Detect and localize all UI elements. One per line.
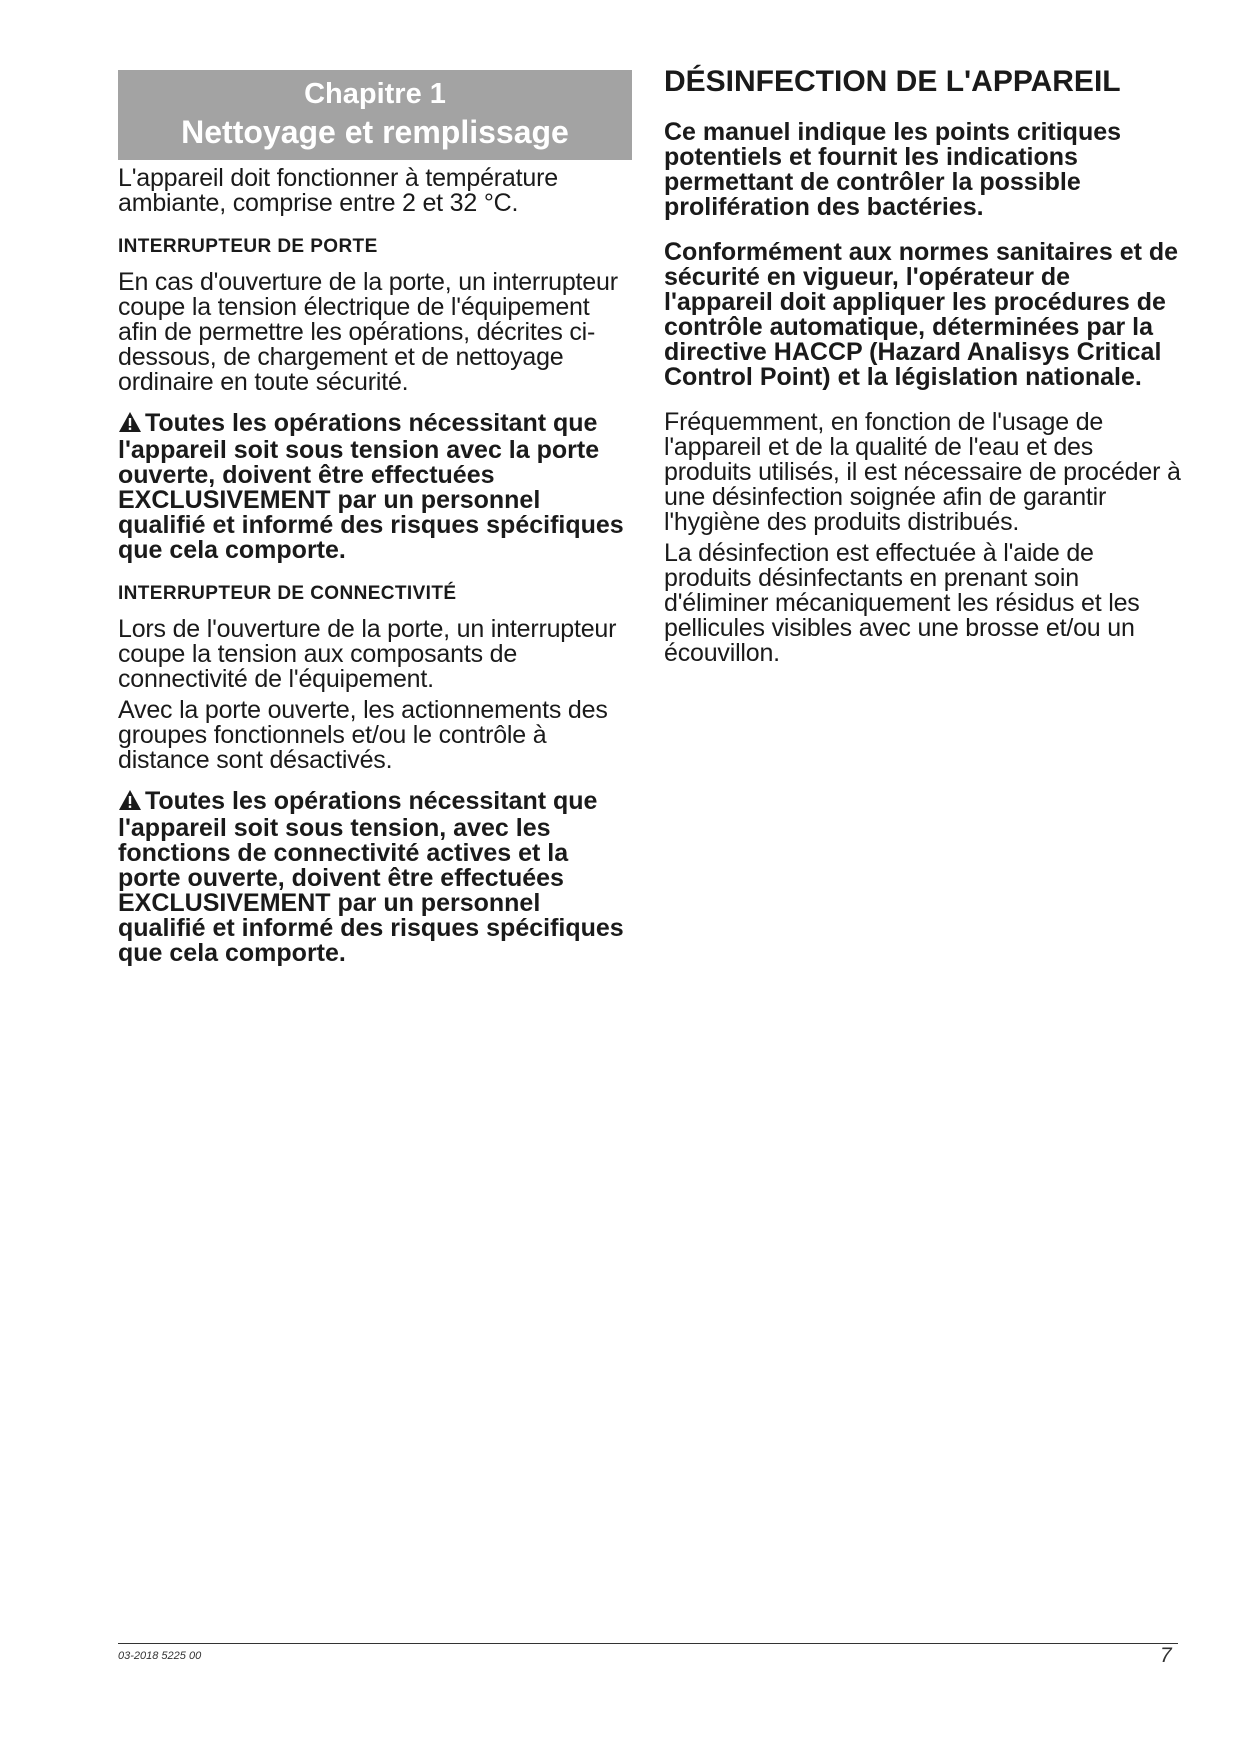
chapter-heading-box — [118, 70, 632, 160]
door-switch-warning — [118, 411, 632, 563]
connectivity-paragraph-1: Lors de l'ouverture de la porte, un interrupteur coupe la tension aux composants de connectivité de l'équipement. — [118, 615, 617, 693]
haccp-paragraph: Conformément aux normes sanitaires et de sécurité en vigueur, l'opérateur de l'appareil doit appliquer les procédures de contrôle automatique, déterminées par la directive HACCP (Hazard Analisys Critical Control Point) et la législation nationale. — [664, 238, 1179, 391]
connectivity-warning — [118, 789, 632, 966]
document-code: 03-2018 5225 00 — [118, 1650, 202, 1662]
left-column — [118, 70, 632, 970]
page-number: 7 — [1160, 1644, 1172, 1667]
connectivity-warning-text: Toutes les opérations nécessitant que l'appareil soit sous tension, avec les fonctions de connectivité actives et la porte ouverte, doivent être effectuées EXCLUSIVEMENT par un personnel qualifié et informé des risques spécifiques que cela comporte. — [118, 787, 624, 967]
disinfection-frequency-paragraph: Fréquemment, en fonction de l'usage de l'appareil et de la qualité de l'eau et des produits utilisés, il est nécessaire de procéder à une désinfection soignée afin de garantir l'hygiène des produits distribués. — [664, 408, 1181, 536]
door-switch-warning-text: Toutes les opérations nécessitant que l'appareil soit sous tension avec la porte ouverte, doivent être effectuées EXCLUSIVEMENT par un personnel qualifié et informé des risques spécifiques que cela comporte. — [118, 409, 624, 564]
chapter-number: Chapitre 1 — [304, 78, 446, 110]
footer-divider — [118, 1643, 1178, 1644]
chapter-title: Nettoyage et remplissage — [181, 114, 569, 150]
warning-triangle-icon — [118, 411, 142, 438]
connectivity-paragraph-2: Avec la porte ouverte, les actionnements des groupes fonctionnels et/ou le contrôle à distance sont désactivés. — [118, 696, 608, 774]
disinfection-method-paragraph: La désinfection est effectuée à l'aide de produits désinfectants en prenant soin d'éliminer mécaniquement les résidus et les pellicules visibles avec une brosse et/ou un écouvillon. — [664, 539, 1140, 667]
warning-triangle-icon — [118, 789, 142, 816]
section-title: DÉSINFECTION DE L'APPAREIL — [664, 65, 1121, 98]
door-switch-heading: INTERRUPTEUR DE PORTE — [118, 236, 378, 257]
door-switch-paragraph: En cas d'ouverture de la porte, un interrupteur coupe la tension électrique de l'équipement afin de permettre les opérations, décrites ci-dessous, de chargement et de nettoyage ordinaire en toute sécurité. — [118, 268, 618, 396]
connectivity-switch-heading: INTERRUPTEUR DE CONNECTIVITÉ — [118, 583, 457, 604]
critical-points-paragraph: Ce manuel indique les points critiques potentiels et fournit les indications permettant de contrôler la possible prolifération des bactéries. — [664, 118, 1122, 221]
intro-paragraph: L'appareil doit fonctionner à température ambiante, comprise entre 2 et 32 °C. — [118, 164, 558, 217]
right-column — [664, 64, 1184, 666]
